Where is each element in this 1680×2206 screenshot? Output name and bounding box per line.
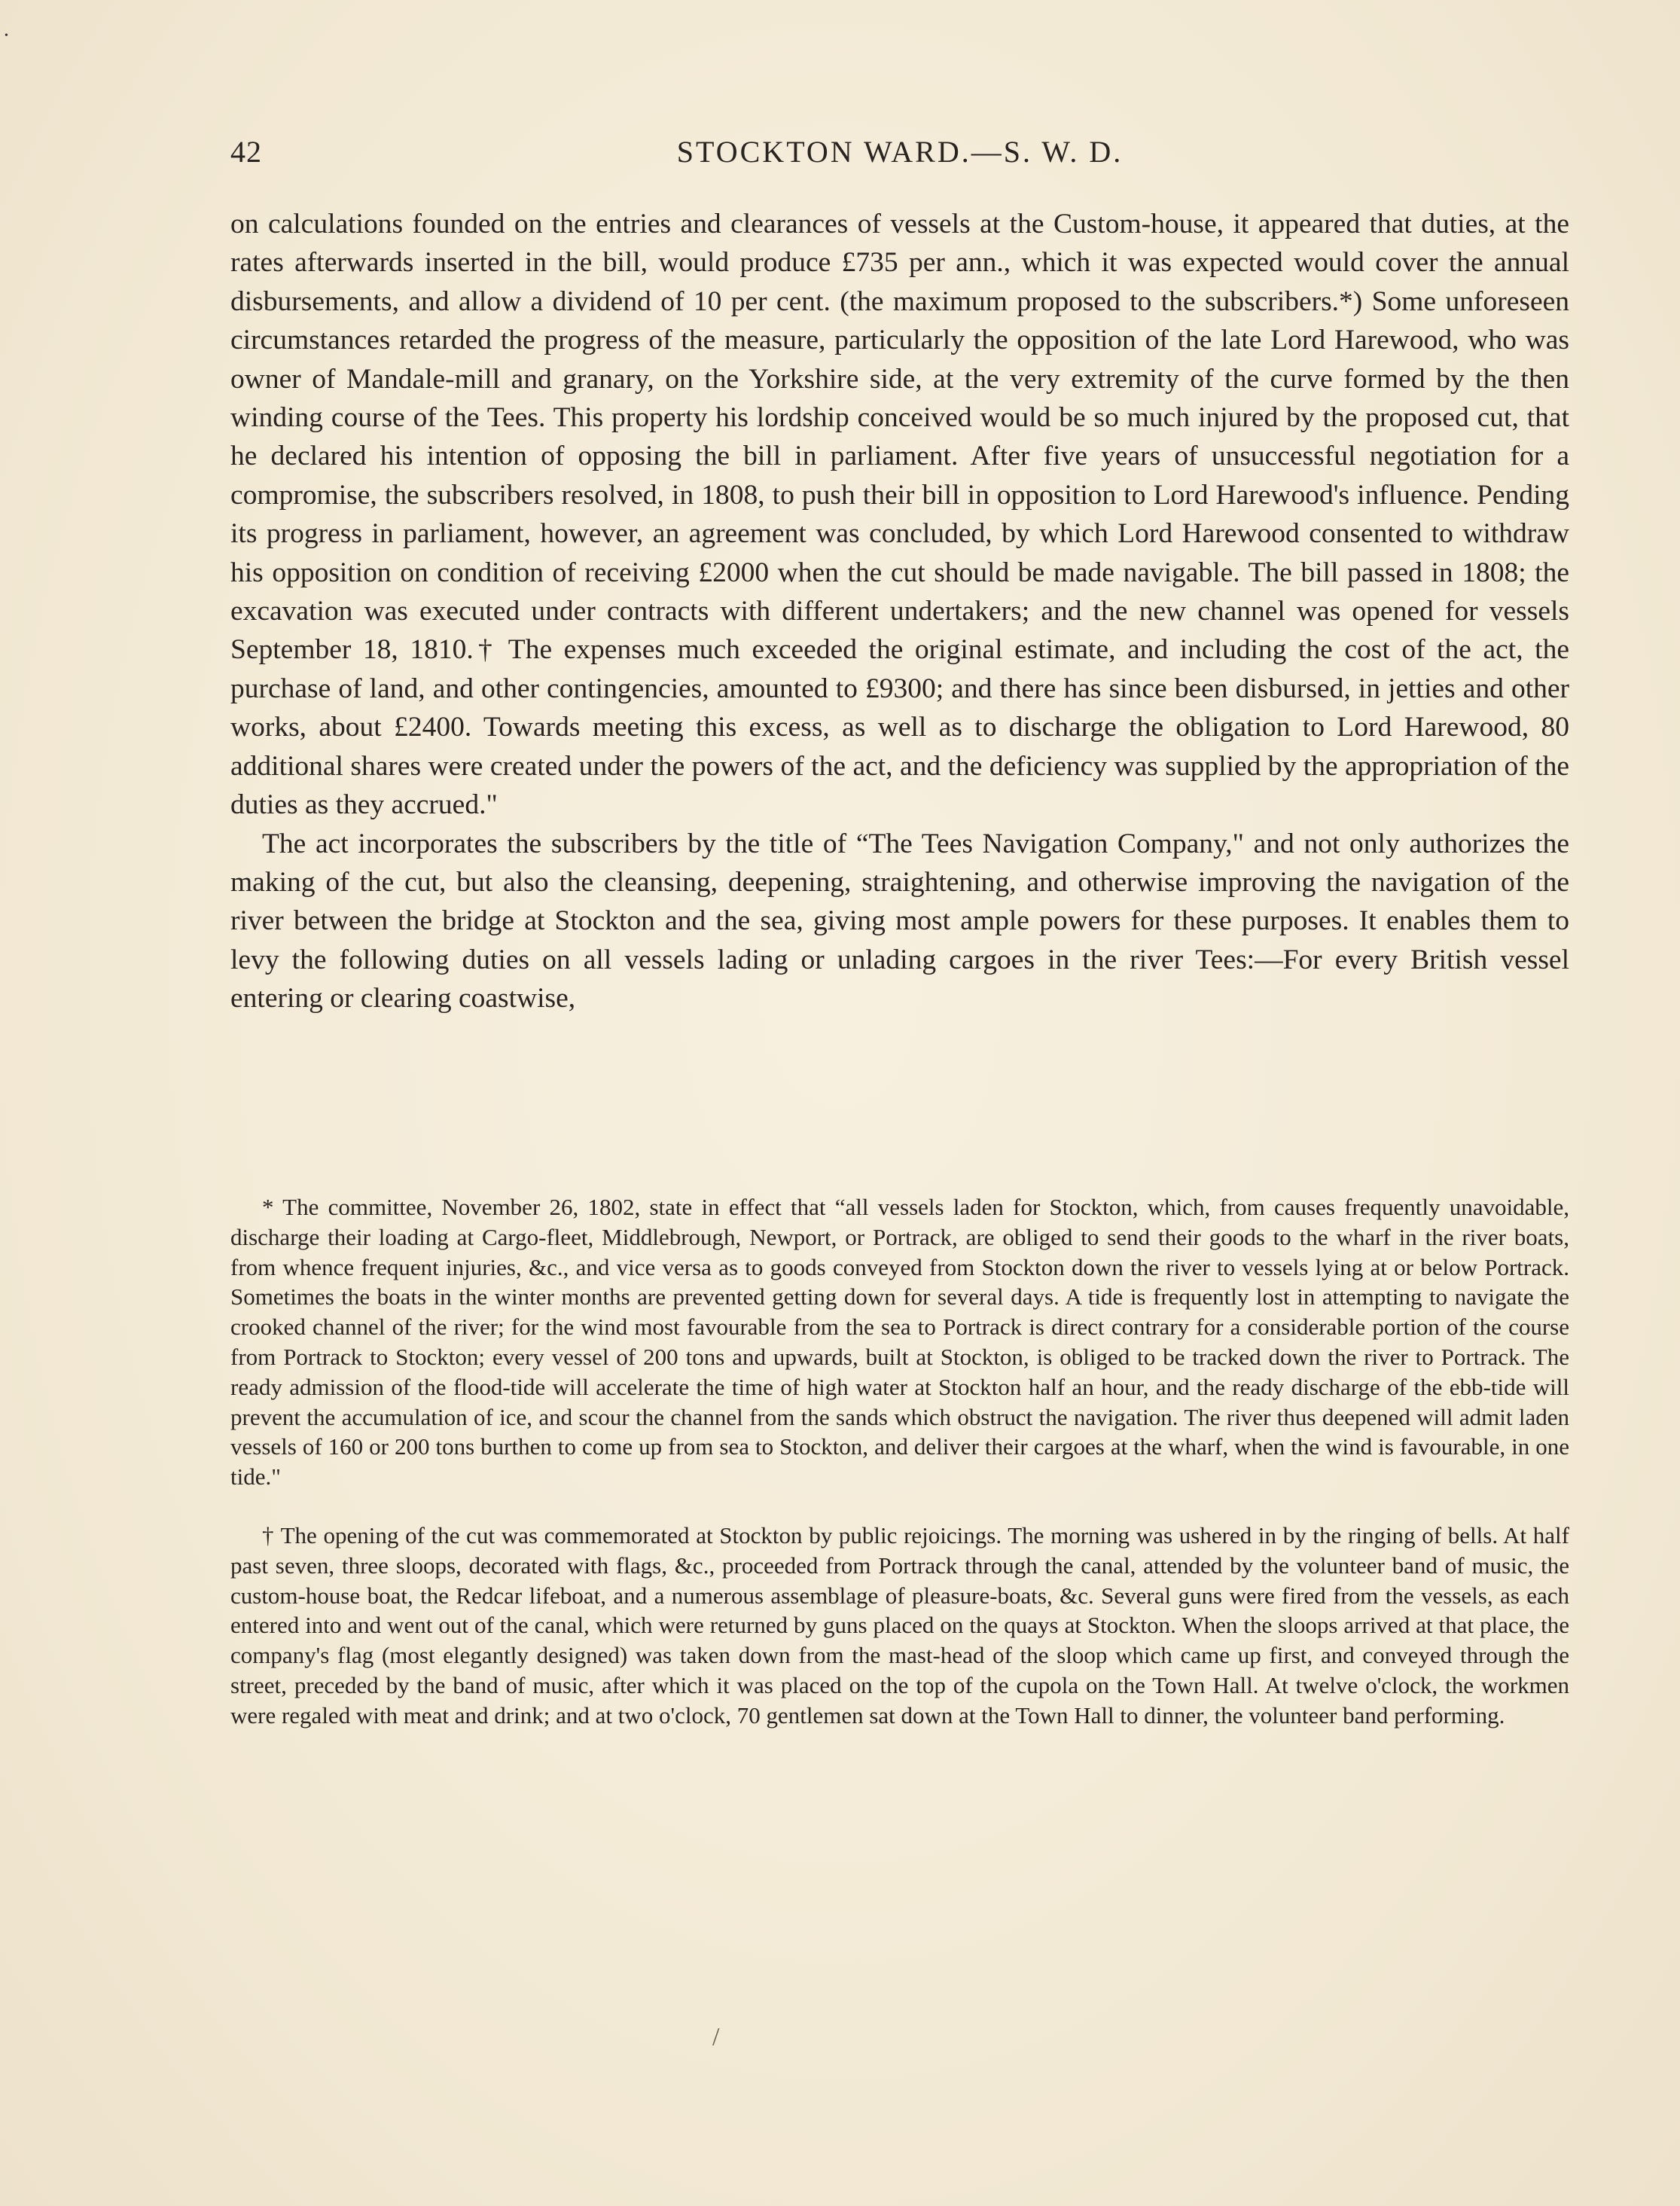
running-title: STOCKTON WARD.—S. W. D.: [676, 135, 1124, 169]
footnotes: [230, 1192, 1569, 1731]
page-header: [230, 134, 1569, 179]
main-text: [230, 205, 1569, 1018]
paragraph-2: The act incorporates the subscribers by the title of “The Tees Navigation Company," and not only authorizes the making of the cut, but also the cleansing, deepening, straightening, and otherwise improving the navigation of the river between the bridge at Stockton and the sea, giving most ample powers for these purposes. It enables them to levy the following duties on all vessels lading or unlading cargoes in the river Tees:—For every British vessel entering or clearing coastwise,: [230, 828, 1569, 1015]
footnote-star: * The committee, November 26, 1802, state in effect that “all vessels laden for Stockton, which, from causes frequently unavoidable, discharge their loading at Cargo-fleet, Middlebrough, Newport, or Portrack, are obliged to send their goods to the wharf in the river boats, from whence frequent injuries, &c., and vice versa as to goods conveyed from Stockton down the river to vessels lying at or below Portrack. Sometimes the boats in the winter months are prevented getting down for several days. A tide is frequently lost in attempting to navigate the crooked channel of the river; for the wind most favourable from the sea to Portrack is direct contrary for a considerable portion of the course from Portrack to Stockton; every vessel of 200 tons and upwards, built at Stockton, is obliged to be tracked down the river to Portrack. The ready admission of the flood-tide will accelerate the time of high water at Stockton half an hour, and the ready discharge of the ebb-tide will prevent the accumulation of ice, and scour the channel from the sands which obstruct the navigation. The river thus deepened will admit laden vessels of 160 or 200 tons burthen to come up from sea to Stockton, and deliver their cargoes at the wharf, when the wind is favourable, in one tide.": [230, 1194, 1569, 1490]
stray-pen-mark: /: [712, 2023, 720, 2051]
paragraph-1: on calculations founded on the entries and clearances of vessels at the Custom-house, it appeared that duties, at the rates afterwards inserted in the bill, would produce £735 per ann., which it was expected would cover the annual disbursements, and allow a dividend of 10 per cent. (the maximum proposed to the subscribers.*) Some unforeseen circumstances retarded the progress of the measure, particularly the opposition of the late Lord Harewood, who was owner of Mandale-mill and granary, on the Yorkshire side, at the very extremity of the curve formed by the then winding course of the Tees. This property his lordship conceived would be so much injured by the proposed cut, that he declared his intention of opposing the bill in parliament. After five years of unsuccessful negotiation for a compromise, the subscribers resolved, in 1808, to push their bill in opposition to Lord Harewood's influence. Pending its progress in parliament, however, an agreement was concluded, by which Lord Harewood consented to withdraw his opposition on condition of receiving £2000 when the cut should be made navigable. The bill passed in 1808; the excavation was executed under contracts with different undertakers; and the new channel was opened for vessels September 18, 1810.† The expenses much exceeded the original estimate, and including the cost of the act, the purchase of land, and other contingencies, amounted to £9300; and there has since been disbursed, in jetties and other works, about £2400. Towards meeting this excess, as well as to discharge the obligation to Lord Harewood, 80 additional shares were created under the powers of the act, and the deficiency was supplied by the appropriation of the duties as they accrued.": [230, 209, 1569, 821]
stray-dot-mark: •: [5, 30, 8, 41]
footnote-dagger: † The opening of the cut was commemorated at Stockton by public rejoicings. The morning was ushered in by the ringing of bells. At half past seven, three sloops, decorated with flags, &c., proceeded from Portrack through the canal, attended by the volunteer band of music, the custom-house boat, the Redcar lifeboat, and a numerous assemblage of pleasure-boats, &c. Several guns were fired from the vessels, as each entered into and went out of the canal, which were returned by guns placed on the quays at Stockton. When the sloops arrived at that place, the company's flag (most elegantly designed) was taken down from the mast-head of the sloop which came up first, and conveyed through the street, preceded by the band of music, after which it was placed on the top of the cupola on the Town Hall. At twelve o'clock, the workmen were regaled with meat and drink; and at two o'clock, 70 gentlemen sat down at the Town Hall to dinner, the volunteer band performing.: [230, 1521, 1569, 1728]
page-number: 42: [230, 135, 262, 169]
